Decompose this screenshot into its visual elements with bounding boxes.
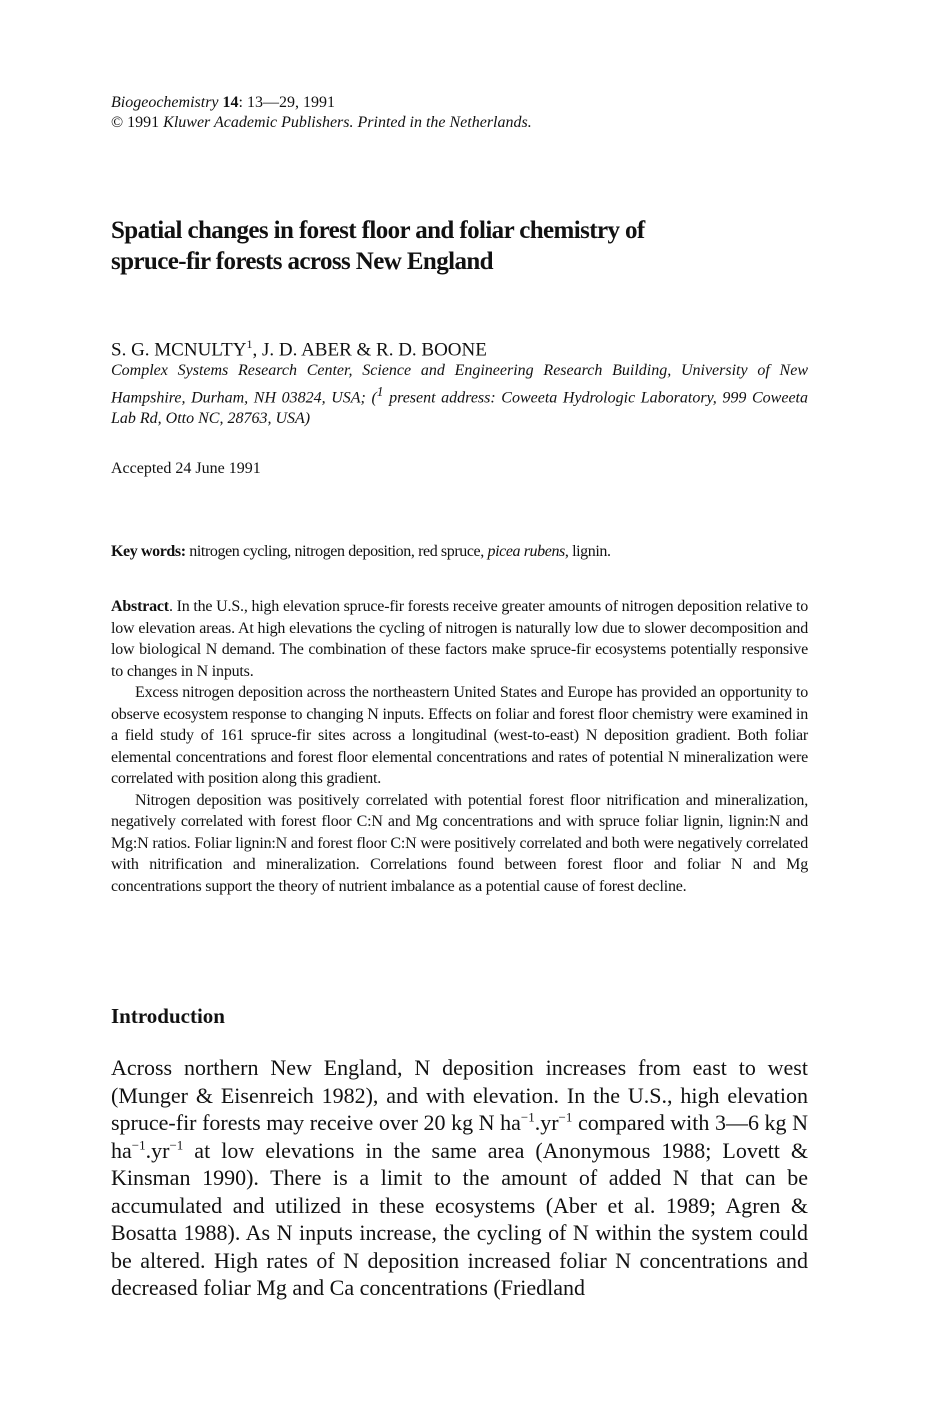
affiliation-present-address: present address: Coweeta Hydrologic Laboratory, 999 Coweeta Lab Rd, Otto NC, 28763, USA) (111, 389, 808, 428)
keywords (111, 542, 811, 562)
intro-superscript: −1 (169, 1137, 184, 1153)
intro-superscript: −1 (558, 1109, 573, 1125)
affiliation-main: Complex Systems Research Center, Science and Engineering Research Building, University of New Hampshire, Durham, NH 03824, USA; ( (111, 362, 808, 407)
journal-pages-year: : 13—29, 1991 (238, 94, 335, 111)
intro-text: .yr (145, 1137, 170, 1163)
title-line-1: Spatial changes in forest floor and foliar chemistry of (111, 217, 645, 244)
publisher: Kluwer Academic Publishers. Printed in the Netherlands. (163, 114, 532, 131)
copyright-line (111, 113, 811, 133)
abstract-label: Abstract (111, 598, 169, 615)
introduction-paragraph (111, 1054, 808, 1302)
intro-text: .yr (534, 1110, 559, 1135)
author-list (111, 332, 811, 362)
keywords-end: , lignin. (564, 543, 611, 560)
intro-superscript: −1 (520, 1109, 535, 1125)
intro-superscript: −1 (131, 1137, 146, 1153)
title-line-2: spruce-fir forests across New England (111, 248, 493, 275)
keywords-label: Key words: (111, 543, 186, 560)
keywords-species: picea rubens (487, 543, 565, 560)
first-author: S. G. MCNULTY (111, 339, 247, 361)
abstract (111, 596, 808, 897)
keywords-text: nitrogen cycling, nitrogen deposition, red spruce, (185, 543, 488, 560)
affiliation (111, 360, 808, 429)
author-footnote-mark: 1 (246, 337, 253, 351)
accepted-date: Accepted 24 June 1991 (111, 460, 261, 477)
abstract-paragraph (111, 596, 808, 682)
introduction-heading: Introduction (111, 1004, 225, 1028)
paper-title (111, 215, 811, 277)
affiliation-footnote-mark: 1 (376, 384, 384, 399)
journal-header (111, 93, 811, 133)
intro-text: Across northern New England, N deposition increases from east to west (Munger & Eisenreich 1982), and with elevation. In the U.S., high elevation spruce-fir forests may receive over 20 kg N ha (111, 1055, 808, 1135)
journal-citation (111, 93, 811, 113)
other-authors: , J. D. ABER & R. D. BOONE (252, 339, 487, 361)
intro-text: compared with 3—6 kg N ha (111, 1110, 808, 1163)
journal-name: Biogeochemistry (111, 94, 219, 111)
abstract-paragraph: Nitrogen deposition was positively correlated with potential forest floor nitrification and mineralization, negatively correlated with forest floor C:N and Mg concentrations and with spruce foliar lignin, lignin:N and Mg:N ratios. Foliar lignin:N and forest floor C:N were positively correlated and both were negatively correlated with nitrification and mineralization. Correlations found between forest floor and foliar N and Mg concentrations support the theory of nutrient imbalance as a potential cause of forest decline. (111, 791, 808, 895)
abstract-text-1: . In the U.S., high elevation spruce-fir forests receive greater amounts of nitrogen deposition relative to low elevation areas. At high elevations the cycling of nitrogen is naturally low due to slower decomposition and low biological N demand. The combination of these factors make spruce-fir ecosystems potentially responsive to changes in N inputs. (111, 598, 808, 680)
journal-volume: 14 (222, 94, 239, 111)
introduction-body (111, 1054, 808, 1302)
abstract-paragraph: Excess nitrogen deposition across the northeastern United States and Europe has provided an opportunity to observe ecosystem response to changing N inputs. Effects on foliar and forest floor chemistry were examined in a field study of 161 spruce-fir sites across a longitudinal (west-to-east) N deposition gradient. Both foliar elemental concentrations and forest floor elemental concentrations and rates of potential N mineralization were correlated with position along this gradient. (111, 684, 808, 787)
intro-text: at low elevations in the same area (Anonymous 1988; Lovett & Kinsman 1990). There is a limit to the amount of added N that can be accumulated and utilized in these ecosystems (Aber et al. 1989; Agren & Bosatta 1988). As N inputs increase, the cycling of N within the system could be altered. High rates of N deposition increased foliar N concentrations and decreased foliar Mg and Ca concentrations (Friedland (111, 1137, 808, 1300)
copyright-year: © 1991 (111, 114, 164, 131)
